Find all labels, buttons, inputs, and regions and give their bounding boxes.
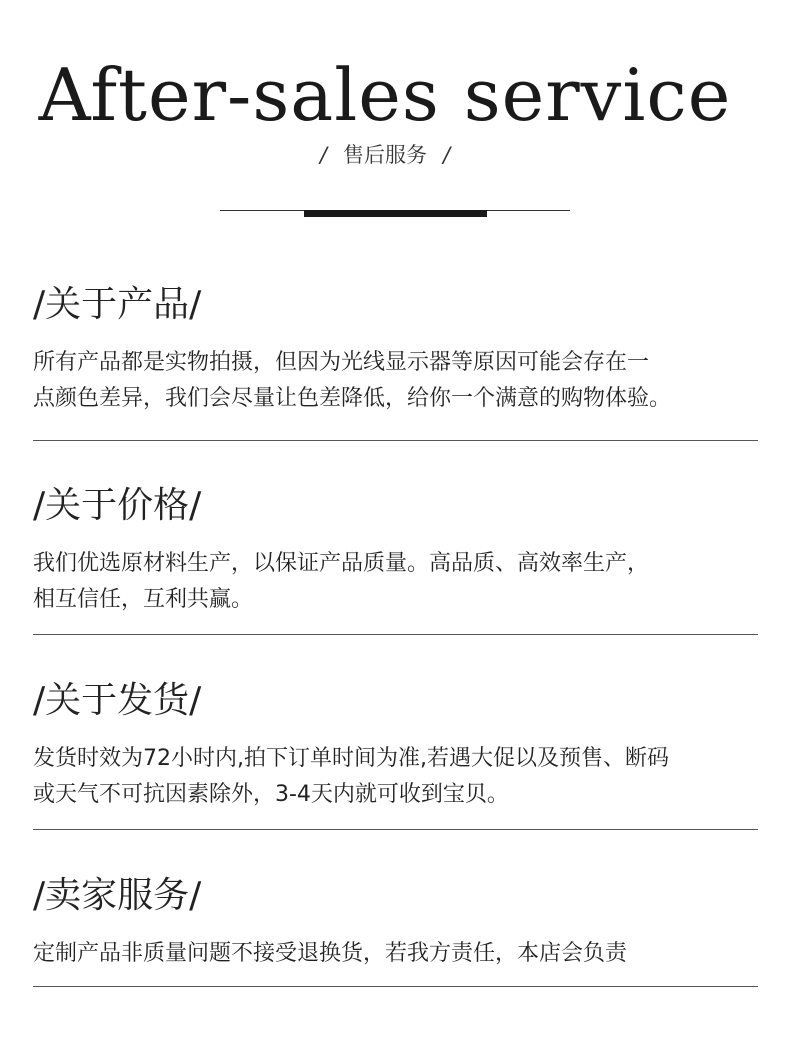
section-about-price	[33, 484, 758, 618]
section-body-line: 我们优选原材料生产，以保证产品质量。高品质、高效率生产，	[33, 551, 650, 576]
section-heading: /关于产品/	[33, 284, 202, 325]
section-body-line: 相互信任，互利共赢。	[33, 587, 254, 612]
section-body	[33, 741, 758, 813]
header-divider-accent	[304, 210, 487, 217]
subtitle-slash-left: /	[319, 143, 327, 167]
section-seller-service	[33, 874, 758, 972]
section-body-line: 所有产品都是实物拍摄，但因为光线显示器等原因可能会存在一	[33, 350, 650, 375]
section-body-line: 或天气不可抗因素除外，3-4天内就可收到宝贝。	[33, 782, 509, 807]
section-body-line: 发货时效为72小时内,拍下订单时间为准,若遇大促以及预售、断码	[33, 746, 669, 771]
section-body	[33, 546, 758, 618]
section-divider	[33, 986, 758, 987]
section-divider	[33, 440, 758, 441]
section-divider	[33, 634, 758, 635]
section-body	[33, 345, 758, 417]
section-divider	[33, 829, 758, 830]
section-about-shipping	[33, 679, 758, 813]
section-heading: /关于价格/	[33, 485, 202, 526]
section-heading: /关于发货/	[33, 680, 202, 721]
subtitle-text: 售后服务	[343, 143, 427, 167]
section-body	[33, 936, 758, 972]
section-about-product	[33, 283, 758, 417]
page-subtitle	[0, 140, 770, 170]
section-heading: /卖家服务/	[33, 875, 202, 916]
page-title: After-sales service	[38, 53, 732, 137]
section-body-line: 定制产品非质量问题不接受退换货，若我方责任，本店会负责	[33, 941, 628, 966]
section-body-line: 点颜色差异，我们会尽量让色差降低，给你一个满意的购物体验。	[33, 386, 672, 411]
subtitle-slash-right: /	[443, 143, 451, 167]
